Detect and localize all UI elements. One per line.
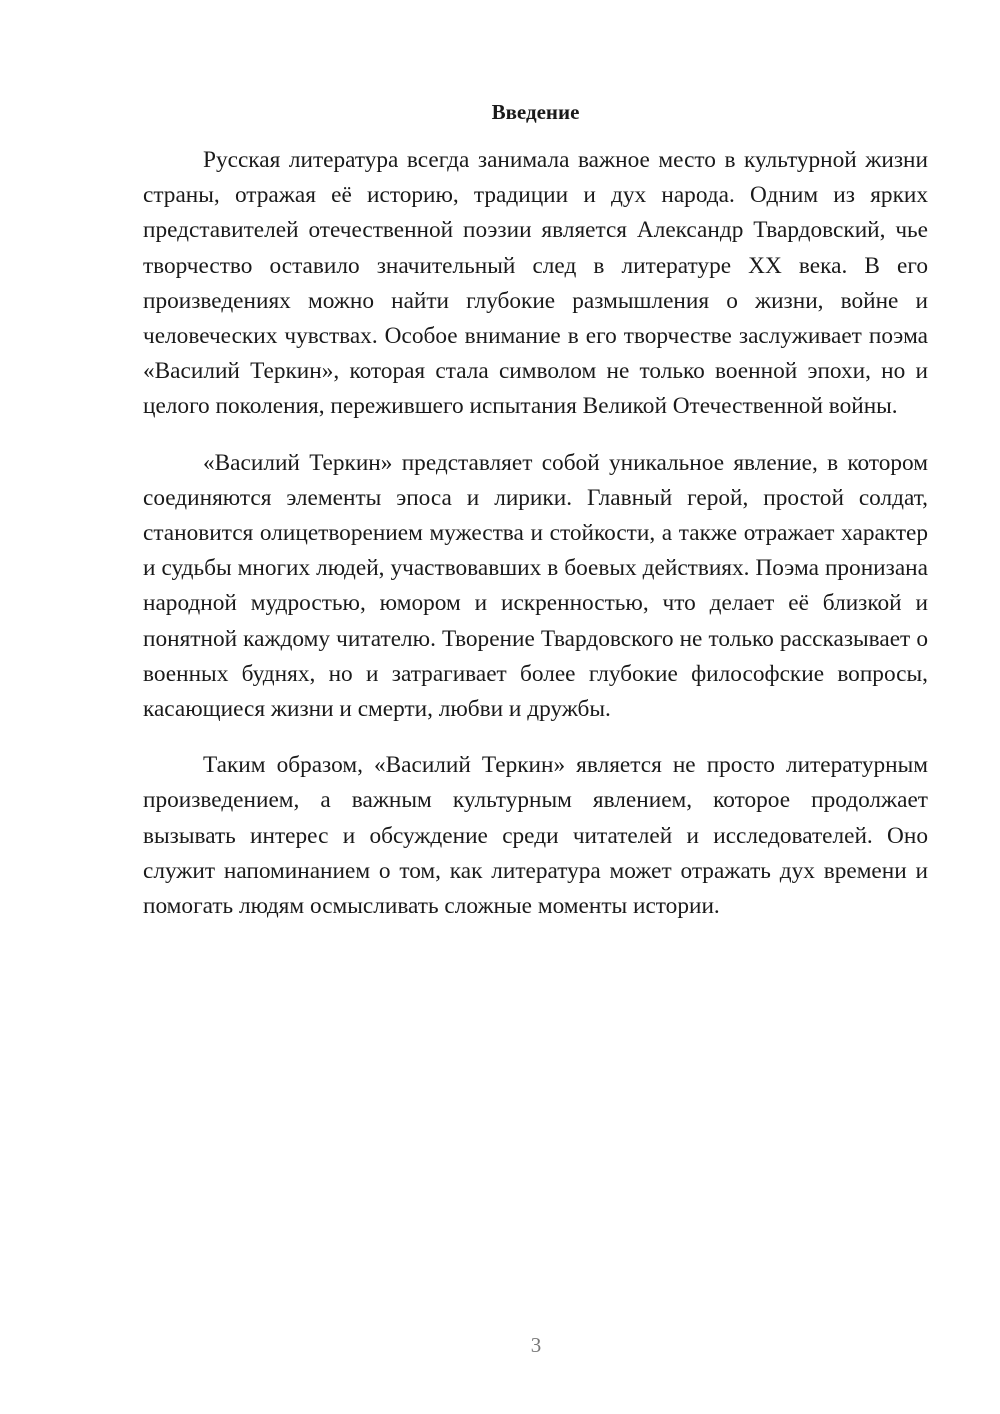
page-number: 3 — [530, 1333, 542, 1357]
paragraph-2: «Василий Теркин» представляет собой уникальное явление, в котором соединяются элементы эпоса и лирики. Главный герой, простой солдат, становится олицетворением мужества и стойкости, а также отражает характер и судьбы многих людей, участвовавших в боевых действиях. Поэма пронизана народной мудростью, юмором и искренностью, что делает её близкой и понятной каждому читателю. Творение Твардовского не только рассказывает о военных буднях, но и затрагивает более глубокие философские вопросы, касающиеся жизни и смерти, любви и дружбы. — [143, 449, 928, 723]
paragraph-1: Русская литература всегда занимала важное место в культурной жизни страны, отражая её историю, традиции и дух народа. Одним из ярких представителей отечественной поэзии является Александр Твардовский, чье творчество оставило значительный след в литературе XX века. В его произведениях можно найти глубокие размышления о жизни, войне и человеческих чувствах. Особое внимание в его творчестве заслуживает поэма «Василий Теркин», которая стала символом не только военной эпохи, но и целого поколения, пережившего испытания Великой Отечественной войны. — [143, 147, 928, 420]
paragraph-3: Таким образом, «Василий Теркин» является не просто литературным произведением, а важным культурным явлением, которое продолжает вызывать интерес и обсуждение среди читателей и исследователей. Оно служит напоминанием о том, как литература может отражать дух времени и помогать людям осмысливать сложные моменты истории. — [143, 752, 928, 920]
document-body — [143, 143, 928, 945]
section-heading: Введение — [491, 100, 580, 124]
